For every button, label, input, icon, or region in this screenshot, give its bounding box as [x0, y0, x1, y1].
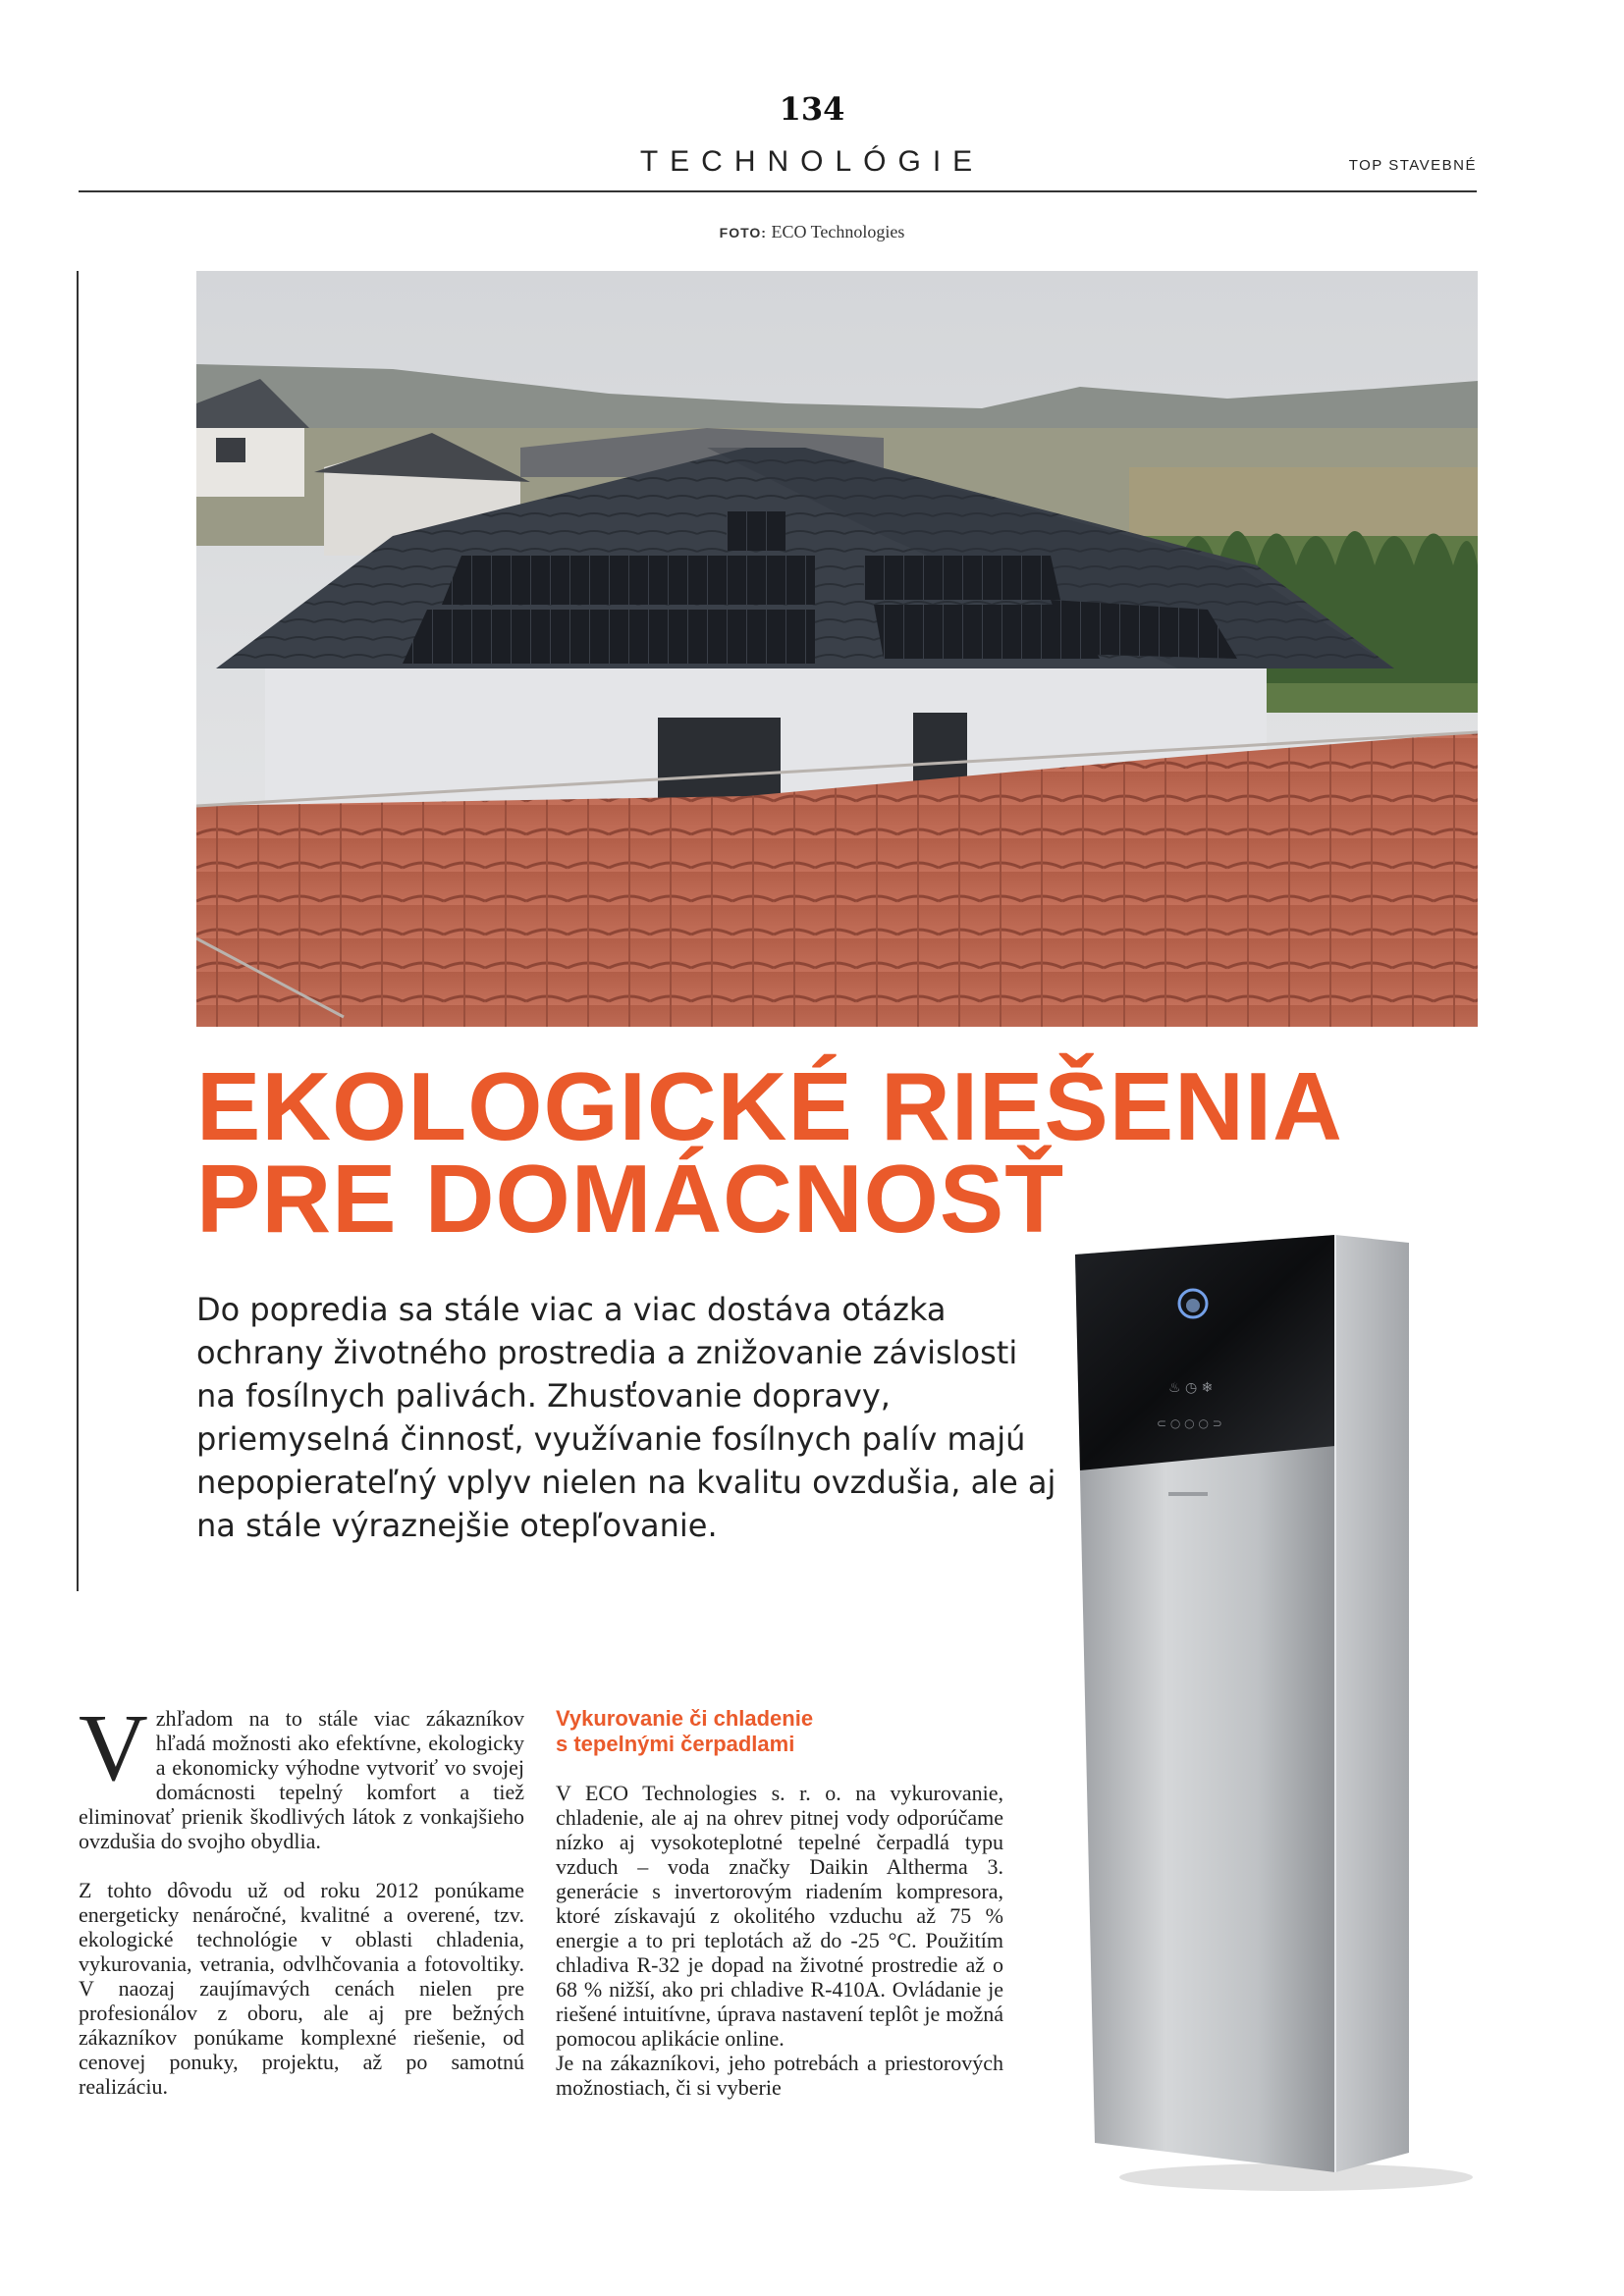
svg-text:♨ ◷ ❄: ♨ ◷ ❄ [1168, 1380, 1214, 1396]
heat-pump-illustration [1070, 1235, 1483, 2197]
header-rule [79, 190, 1477, 192]
hero-photo-solar-roof [196, 271, 1478, 1027]
headline-line-1: EKOLOGICKÉ RIEŠENIA [196, 1052, 1343, 1160]
drop-cap: V [79, 1695, 148, 1801]
section-title: TECHNOLÓGIE [639, 145, 985, 178]
solar-roof-illustration [196, 271, 1478, 1027]
subheading [556, 1706, 1003, 1757]
svg-text:⊂ ○ ○ ○ ⊃: ⊂ ○ ○ ○ ⊃ [1157, 1416, 1222, 1430]
headline-line-2: PRE DOMÁCNOSŤ [196, 1145, 1065, 1253]
col1-paragraph-1-text: zhľadom na to stále viac zákazníkov hľadá možnosti ako efektívne, ekologicky a ekonomicky výhodne vytvoriť vo svojej domácnosti tepelný komfort a tiež eliminovať prienik škodlivých látok z vonkajšieho ovzdušia do svojho obydlia. [79, 1706, 524, 1853]
photo-credit-label: FOTO: [719, 225, 767, 240]
photo-credit-name: ECO Technologies [771, 222, 905, 241]
article-column-1 [79, 1695, 524, 2099]
magazine-name: TOP STAVEBNÉ [1348, 157, 1477, 174]
heat-pump-product-image [1070, 1235, 1483, 2197]
col2-paragraph-1: V ECO Technologies s. r. o. na vykurovanie, chladenie, ale aj na ohrev pitnej vody odporúčame nízko aj vysokoteplotné tepelné čerpadlá typu vzduch – voda značky Daikin Altherma 3. generácie s invertorovým riadením kompresora, ktoré získavajú z okolitého vzduchu až 75 % energie a to pri teplotách až do -25 °C. Použitím chladiva R-32 je dopad na životné prostredie až o 68 % nižší, ako pri chladive R-410A. Ovládanie je riešené intuitívne, úprava nastavení teplôt je možná pomocou aplikácie online. [556, 1781, 1003, 2051]
photo-credit [0, 222, 1624, 242]
col1-paragraph-2: Z tohto dôvodu už od roku 2012 ponúkame energeticky nenáročné, kvalitné a overené, tzv. ekologické technológie v oblasti chladenia, vykurovania, vetrania, odvlhčovania a fotovoltiky. V naozaj zaujímavých cenách nielen pre profesionálov z oboru, ale aj pre bežných zákazníkov ponúkame komplexné riešenie, od cenovej ponuky, projektu, až po samotnú realizáciu. [79, 1878, 524, 2099]
col1-paragraph-1 [79, 1695, 524, 1853]
subheading-line-2: s tepelnými čerpadlami [556, 1732, 795, 1756]
article-column-2 [556, 1706, 1003, 2100]
page-number: 134 [779, 90, 845, 128]
subheading-line-1: Vykurovanie či chladenie [556, 1706, 814, 1731]
headline [196, 1052, 1453, 1253]
col2-paragraph-2: Je na zákazníkovi, jeho potrebách a priestorových možnostiach, či si vyberie [556, 2051, 1003, 2100]
left-accent-bar [77, 271, 79, 1591]
lead-paragraph: Do popredia sa stále viac a viac dostáva otázka ochrany životného prostredia a znižovanie závislosti na fosílnych palivách. Zhusťovanie dopravy, priemyselná činnosť, využívanie fosílnych palív majú nepopierateľný vplyv nielen na kvalitu ovzdušia, ale aj na stále výraznejšie otepľovanie. [196, 1291, 1056, 1544]
